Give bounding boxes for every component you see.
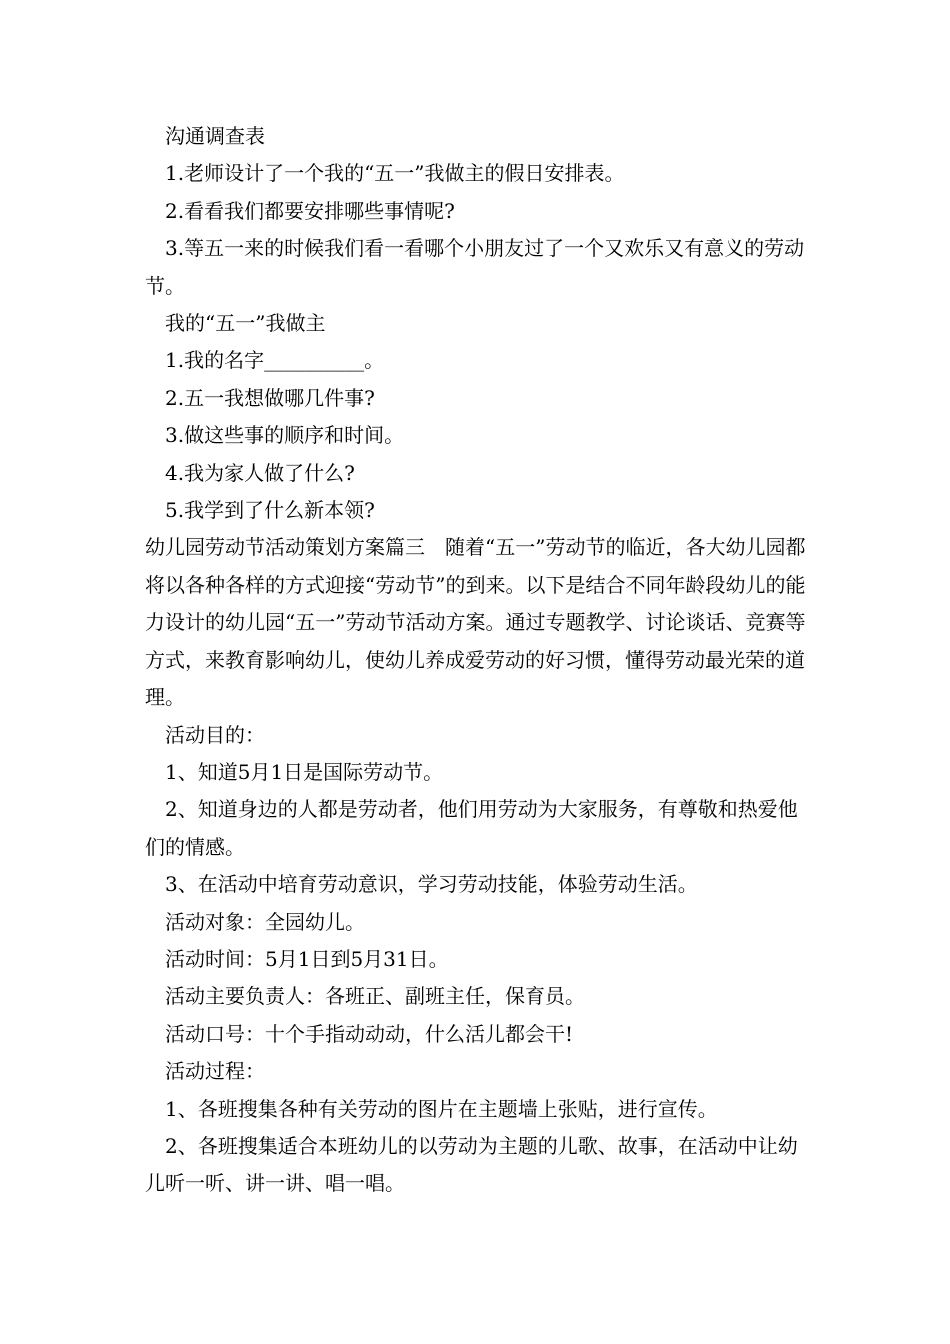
section-heading-survey: 沟通调查表: [165, 124, 265, 148]
list-item: 1.老师设计了一个我的“五一”我做主的假日安排表。: [165, 161, 625, 186]
document-page: [145, 118, 809, 1203]
activity-responsible: 活动主要负责人：各班正、副班主任，保育员。: [165, 984, 585, 1009]
list-item: 1.我的名字__________。: [165, 348, 385, 373]
list-item: 5.我学到了什么新本领?: [165, 498, 375, 523]
section-heading-purpose: 活动目的：: [165, 722, 265, 747]
list-item: 3.做这些事的顺序和时间。: [165, 423, 405, 448]
activity-time: 活动时间：5月1日到5月31日。: [165, 946, 449, 971]
list-item: 2.看看我们都要安排哪些事情呢?: [165, 198, 455, 223]
list-item: 3、在活动中培育劳动意识，学习劳动技能，体验劳动生活。: [165, 872, 698, 897]
intro-paragraph-part-three: 幼儿园劳动节活动策划方案篇三 随着“五一”劳动节的临近，各大幼儿园都将以各种各样的方式迎接“劳动节”的到来。以下是结合不同年龄段幼儿的能力设计的幼儿园“五一”劳动节活动方案。通过专题教学、讨论谈话、竞赛等方式，来教育影响幼儿，使幼儿养成爱劳动的好习惯，懂得劳动最光荣的道理。: [145, 535, 806, 710]
activity-target: 活动对象：全园幼儿。: [165, 909, 365, 934]
list-item: 1、知道5月1日是国际劳动节。: [165, 759, 444, 784]
list-item: 2、各班搜集适合本班幼儿的以劳动为主题的儿歌、故事，在活动中让幼儿听一听、讲一讲、唱一唱。: [145, 1133, 798, 1196]
section-heading-process: 活动过程：: [165, 1059, 265, 1084]
activity-slogan: 活动口号：十个手指动动动，什么活儿都会干!: [165, 1021, 574, 1046]
section-heading-my-may-day: 我的“五一”我做主: [165, 311, 326, 336]
list-item: 4.我为家人做了什么?: [165, 460, 355, 485]
list-item: 1、各班搜集各种有关劳动的图片在主题墙上张贴，进行宣传。: [165, 1096, 718, 1121]
list-item: 2.五一我想做哪几件事?: [165, 385, 375, 410]
list-item: 2、知道身边的人都是劳动者，他们用劳动为大家服务，有尊敬和热爱他们的情感。: [145, 797, 798, 859]
list-item: 3.等五一来的时候我们看一看哪个小朋友过了一个又欢乐又有意义的劳动节。: [145, 236, 805, 298]
